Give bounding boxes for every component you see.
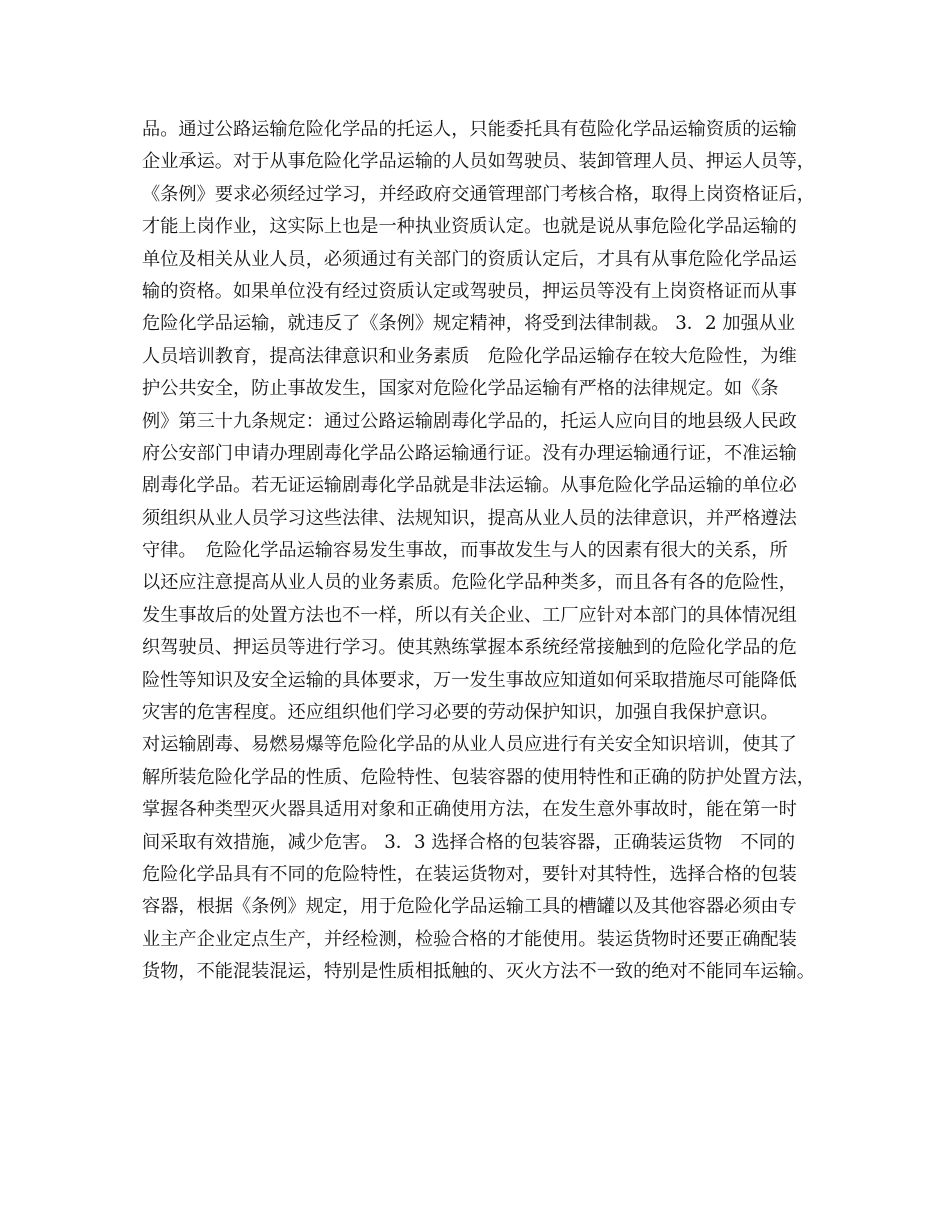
text-line: 府公安部门申请办理剧毒化学品公路运输通行证。没有办理运输通行证，不准运输 <box>142 442 797 464</box>
text-line: 危险化学品运输，就违反了《条例》规定精神，将受到法律制裁。 3．2 加强从业 <box>142 313 796 335</box>
text-line: 业主产企业定点生产，并经检测，检验合格的才能使用。装运货物时还要正确配装 <box>142 928 797 950</box>
text-line: 须组织从业人员学习这些法律、法规知识，提高从业人员的法律意识，并严格遵法 <box>142 507 797 529</box>
text-line: 解所装危险化学品的性质、危险特性、包装容器的使用特性和正确的防护处置方法， <box>142 766 815 788</box>
text-line: 例》第三十九条规定：通过公路运输剧毒化学品的，托运人应向目的地县级人民政 <box>142 410 797 432</box>
text-line: 掌握各种类型灭火器具适用对象和正确使用方法，在发生意外事故时，能在第一时 <box>142 799 797 821</box>
text-line: 灾害的危害程度。还应组织他们学习必要的劳动保护知识，加强自我保护意识。 <box>142 702 779 724</box>
text-line: 守律。 危险化学品运输容易发生事故，而事故发生与人的因素有很大的关系，所 <box>142 540 788 562</box>
text-line: 间采取有效措施，减少危害。 3．3 选择合格的包装容器，正确装运货物 不同的 <box>142 831 796 853</box>
text-line: 《条例》要求必须经过学习，并经政府交通管理部门考核合格，取得上岗资格证后， <box>142 183 815 205</box>
text-line: 险性等知识及安全运输的具体要求，万一发生事故应知道如何采取措施尽可能降低 <box>142 669 797 691</box>
text-line: 人员培训教育，提高法律意识和业务素质 危险化学品运输存在较大危险性，为维 <box>142 345 797 367</box>
text-line: 容器，根据《条例》规定，用于危险化学品运输工具的槽罐以及其他容器必须由专 <box>142 896 797 918</box>
text-line: 危险化学品具有不同的危险特性，在装运货物对，要针对其特性，选择合格的包装 <box>142 863 797 885</box>
text-line: 剧毒化学品。若无证运输剧毒化学品就是非法运输。从事危险化学品运输的单位必 <box>142 475 797 497</box>
text-line: 企业承运。对于从事危险化学品运输的人员如驾驶员、装卸管理人员、押运人员等， <box>142 151 815 173</box>
text-line: 才能上岗作业，这实际上也是一种执业资质认定。也就是说从事危险化学品运输的 <box>142 216 797 238</box>
text-line: 货物，不能混装混运，特别是性质相抵触的、灭火方法不一致的绝对不能同车运输。 <box>142 961 815 983</box>
text-line: 对运输剧毒、易燃易爆等危险化学品的从业人员应进行有关安全知识培训，使其了 <box>142 734 797 756</box>
text-line: 输的资格。如果单位没有经过资质认定或驾驶员，押运员等没有上岗资格证而从事 <box>142 280 797 302</box>
text-line: 单位及相关从业人员，必须通过有关部门的资质认定后，才具有从事危险化学品运 <box>142 248 797 270</box>
text-line: 护公共安全，防止事故发生，国家对危险化学品运输有严格的法律规定。如《条 <box>142 378 779 400</box>
body-text <box>142 114 832 989</box>
text-line: 织驾驶员、押运员等进行学习。使其熟练掌握本系统经常接触到的危险化学品的危 <box>142 637 797 659</box>
text-line: 发生事故后的处置方法也不一样，所以有关企业、工厂应针对本部门的具体情况组 <box>142 604 797 626</box>
text-line: 以还应注意提高从业人员的业务素质。危险化学品种类多，而且各有各的危险性， <box>142 572 797 594</box>
text-line: 品。通过公路运输危险化学品的托运人，只能委托具有苞险化学品运输资质的运输 <box>142 119 797 140</box>
